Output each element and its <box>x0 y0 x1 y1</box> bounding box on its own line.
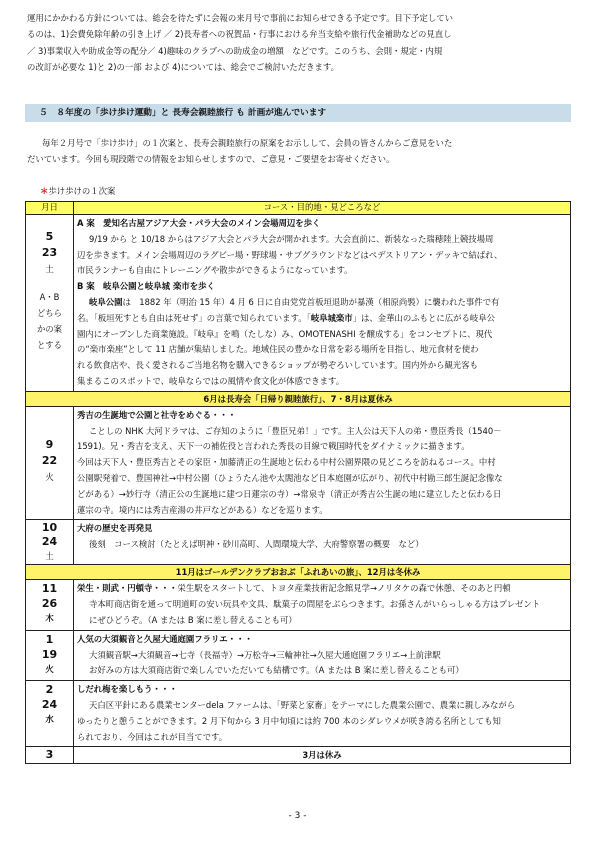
course-line: ことしの NHK 大河ドラマは、ご存知のように「豊臣兄弟！」です。主人公は天下人の弟・豊臣秀長（1540－ <box>89 425 502 436</box>
course-line: どがある）→妙行寺（清正公の生誕地に建つ日蓮宗の寺）→常泉寺（清正が秀吉公生誕の地に建立したと伝わる日 <box>77 488 502 499</box>
date-day: 24 <box>41 535 58 549</box>
table-caption <box>40 185 115 197</box>
date-month: 10 <box>41 521 58 535</box>
course-cell <box>74 580 571 630</box>
course-line: られており、今回はこれが目当てです。 <box>77 731 228 742</box>
course-line: ゆったりと憩うことができます。2 月下旬から 3 月中旬頃には約 700 本のシダレウメが咲き誇る名所としても知 <box>77 715 501 726</box>
date-cell <box>26 215 74 392</box>
section-paragraph <box>27 135 569 167</box>
paragraph-line <box>27 151 569 167</box>
page-number: - 3 - <box>288 811 307 821</box>
date-dow: 土 <box>45 264 54 274</box>
course-title: 大府の歴史を再発見 <box>77 523 153 534</box>
date-cell <box>26 630 74 680</box>
note-line: かの案 <box>36 324 63 334</box>
date-month: 11 <box>41 582 58 596</box>
date-month: 1 <box>45 632 54 646</box>
course-line: 後刻 コース検討（たとえば明神・砂川高町、人間環境大学、大府警察署の概要 など） <box>89 539 424 550</box>
band-text: 11月はゴールデンクラブおおぶ「ふれあいの旅」、12月は冬休み <box>26 565 571 580</box>
course-title: 秀吉の生誕地で公園と社寺をめぐる・・・ <box>77 409 237 420</box>
course-cell <box>74 406 571 520</box>
date-month: 9 <box>45 437 54 451</box>
course-text: は 1882 年（明治 15 年）4 月 6 日に自由党党首板垣退助が暴漢（相原尚褧）に襲われた事件で有 <box>122 296 500 307</box>
header-course: コース・目的地・見どころなど <box>74 202 571 215</box>
course-text: 栄生駅をスタートして、トヨタ産業技術記念館見学→ノリタケの森で休憩、そのあと円頓 <box>177 583 511 594</box>
date-month: 5 <box>45 230 54 243</box>
note-line: とする <box>36 340 63 350</box>
walking-schedule-table <box>25 201 571 764</box>
course-line: 集まるこのスポットで、岐阜ならではの風情や食文化が体感できます。 <box>77 375 345 386</box>
course-keyword: 岐阜城楽市 <box>310 312 353 323</box>
date-dow: 木 <box>45 613 54 624</box>
course-line: 辺を歩きます。メイン会場周辺のラグビー場・野球場・サブグラウンドなどはペデストリアン・デッキで結ばれ、 <box>77 249 503 260</box>
course-line: 市民ランナーも自由にトレーニングや散歩ができるようになっています。 <box>77 265 353 276</box>
date-dow: 土 <box>45 551 54 562</box>
asterisk-icon: ＊ <box>40 186 49 196</box>
caption-text: 歩け歩けの１次案 <box>48 186 116 196</box>
course-line: 蓮宗の寺。境内には秀吉産湯の井戸などがある）などを巡ります。 <box>77 504 328 515</box>
course-cell <box>74 630 571 680</box>
section-heading: ５ ８年度の「歩け歩け運動」と 長寿会親睦旅行 も 計画が進んでいます <box>25 104 571 122</box>
course-line: 9/19 から と 10/18 からはアジア大会とパラ大会が開かれます。大会直前に、新装なった瑞穂陸上競技場周 <box>89 233 494 244</box>
course-title: B 案 岐阜公園と岐阜城 楽市を歩く <box>77 281 215 292</box>
date-month: 2 <box>45 683 54 697</box>
date-day: 22 <box>41 453 58 467</box>
course-cell <box>74 520 571 565</box>
course-line <box>77 311 567 327</box>
note-line: A・B <box>39 292 60 302</box>
course-cell <box>74 215 571 392</box>
course-line: お好みの方は大須商店街で楽しんでいただいても結構です。（A または B 案に差し替えることも可） <box>89 665 464 676</box>
date-day: 26 <box>41 597 58 611</box>
date-day: 19 <box>41 647 58 661</box>
band-text: 6月は長寿会「日帰り親睦旅行」、7・8月は夏休み <box>26 391 571 406</box>
month-band <box>26 565 571 580</box>
date-dow: 水 <box>45 714 54 725</box>
course-line <box>77 295 567 311</box>
course-line: れる飲食店や、長く愛されるご当地名物を購入できるショップが勢ぞろいしています。国内外から観光客も <box>77 360 478 371</box>
table-row <box>26 520 571 565</box>
course-line: 今回は天下人・豊臣秀吉とその家臣・加藤清正の生誕地と伝わる中村公園界隈の見どころを訪ねるコース。中村 <box>77 457 496 468</box>
date-day: 24 <box>41 698 58 712</box>
table-row <box>26 215 571 392</box>
course-line: 1591)。兄・秀吉を支え、天下一の補佐役と言われた秀長の目線で戦国時代をダイナミックに描きます。 <box>77 441 470 452</box>
date-note <box>29 289 70 353</box>
header-date: 月日 <box>26 202 74 215</box>
course-title: 人気の大須観音と久屋大通庭園フラリエ・・・ <box>77 633 253 644</box>
date-cell <box>26 406 74 520</box>
course-title: A 案 愛知名古屋アジア大会・パラ大会のメイン会場周辺を歩く <box>77 218 321 228</box>
intro-line: ／ 3)事業収入や助成金等の配分／ 4)趣味のクラブへの助成金の増額 などです。このうち、会則・規定・内規 <box>27 45 443 56</box>
course-title: 栄生・則武・円頓寺・・・ <box>77 583 178 594</box>
intro-paragraph <box>27 10 569 75</box>
table-header-row <box>26 202 571 215</box>
course-line: 公園駅発着で、豊国神社→中村公園（ひょうたん池や太閤池など日本庭園が広がり、初代中村勘三郎生誕記念像な <box>77 472 503 483</box>
course-line <box>77 581 567 597</box>
course-line: 寺本町商店街を通って明道町の安い玩具や文具、駄菓子の問屋をぶらつきます。お孫さんがいらっしゃる方はプレゼント <box>89 599 541 610</box>
date-dow: 火 <box>45 663 54 674</box>
month-band <box>26 391 571 406</box>
course-text: 名。「板垣死すとも自由は死せず」の言葉で知られています。「 <box>77 312 311 323</box>
intro-line: の改訂が必要な 1)と 2)の一部 および 4)については、総会でご検討いただきます。 <box>27 61 339 72</box>
course-text: 」は、金華山のふもとに広がる岐阜公 <box>352 312 496 323</box>
date-day: 23 <box>41 246 58 259</box>
course-line: の“楽市楽座”として 11 店舗が集結しました。地域住民の豊かな日常を彩る場所を目指し、地元食材を使わ <box>77 344 479 355</box>
course-keyword: 岐阜公園 <box>89 296 123 307</box>
date-cell <box>26 520 74 565</box>
course-line: 大須観音駅→大須観音→七寺（長福寺）→万松寺→三輪神社→久屋大通庭園フラリエ→上前津駅 <box>89 649 441 660</box>
table-row <box>26 630 571 680</box>
table-row <box>26 747 571 764</box>
course-line: 天白区平針にある農業センターdela ファームは、「野菜と家畜」をテーマにした農業公園で、農業に親しみながら <box>89 699 516 710</box>
date-cell <box>26 681 74 747</box>
table-row <box>26 406 571 520</box>
paragraph-line <box>27 135 569 151</box>
table-row <box>26 681 571 747</box>
intro-line: 運用にかかわる方針については、総会を待たずに会報の来月号で事前にお知らせできる予定です。目下予定してい <box>27 13 454 23</box>
date-cell <box>26 580 74 630</box>
course-line: にぜひどうぞ。（A または B 案に差し替えることも可） <box>89 614 297 625</box>
course-line: 園内にオープンした商業施設。『岐阜』を鳴（たしな）み、OMOTENASHI を醸成する」をコンセプトに、現代 <box>77 328 493 339</box>
paragraph-text: 毎年２月号で「歩け歩け」の１次案と、長寿会親睦旅行の原案をお示しして、会員の皆さんからご意見をいた <box>42 138 453 148</box>
note-line: どちら <box>36 308 63 318</box>
date-dow: 火 <box>45 471 54 482</box>
course-title: しだれ梅を楽しもう・・・ <box>77 684 178 695</box>
course-cell <box>74 681 571 747</box>
intro-line: るのは、1)会費免除年齢の引き上げ ／ 2)長寿者への祝賀品・行事における弁当支給や旅行代金補助などの見直し <box>27 29 452 40</box>
date-cell <box>26 747 74 764</box>
course-text: 3月は休み <box>302 750 342 761</box>
course-cell <box>74 747 571 764</box>
paragraph-text: だいています。今回も現段階での情報をお知らせしますので、ご意見・ご要望をお寄せください。 <box>27 154 395 164</box>
date-month: 3 <box>45 748 54 762</box>
table-row <box>26 580 571 630</box>
